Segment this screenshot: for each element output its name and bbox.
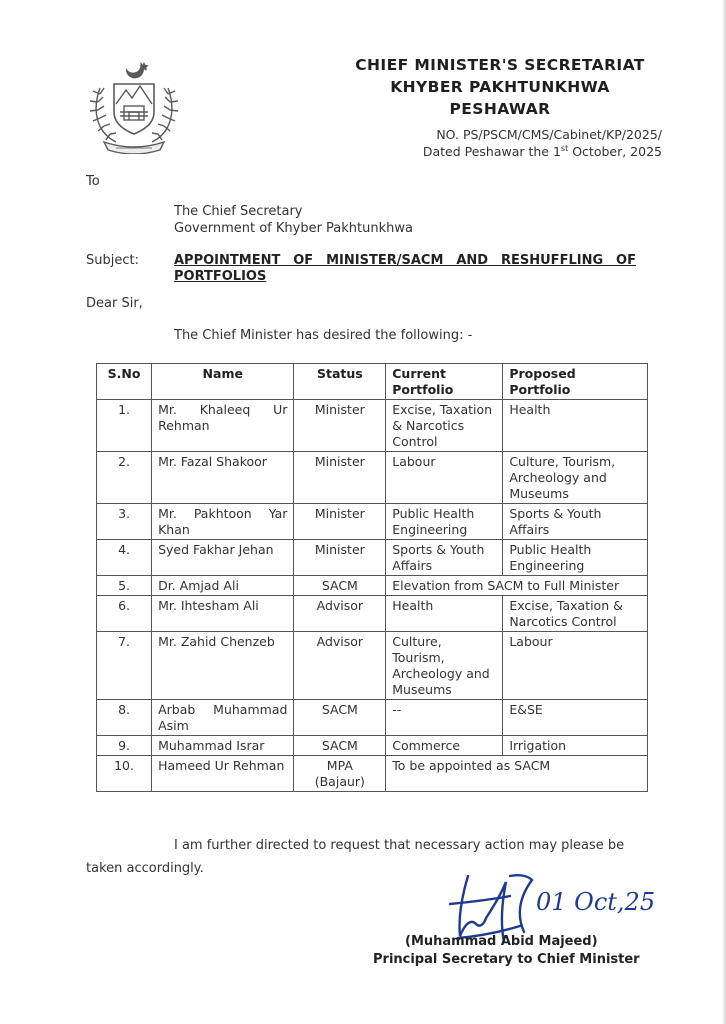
header-current-portfolio: Current Portfolio: [386, 364, 503, 400]
recipient-organization: Government of Khyber Pakhtunkhwa: [174, 221, 413, 236]
cell-name: Mr. Fazal Shakoor: [152, 452, 294, 504]
cell-name: Muhammad Israr: [152, 736, 294, 756]
cell-status: Advisor: [294, 632, 386, 700]
kp-government-seal-icon: [86, 54, 182, 154]
cell-name: Arbab Muhammad Asim: [152, 700, 294, 736]
table-row: [97, 452, 648, 504]
cell-status: Advisor: [294, 596, 386, 632]
cell-proposed-portfolio: Health: [503, 400, 648, 452]
table-row: [97, 756, 648, 792]
cell-proposed-portfolio: Public Health Engineering: [503, 540, 648, 576]
cell-sno: 10.: [97, 756, 152, 792]
table-row: [97, 540, 648, 576]
cell-current-portfolio: Health: [386, 596, 503, 632]
table-row: [97, 504, 648, 540]
cell-status: SACM: [294, 576, 386, 596]
table-row: [97, 596, 648, 632]
cell-status: Minister: [294, 400, 386, 452]
subject-heading: APPOINTMENT OF MINISTER/SACM AND RESHUFFLING OF PORTFOLIOS: [174, 253, 636, 284]
portfolio-allocation-table: [96, 363, 648, 792]
table-row: [97, 576, 648, 596]
cell-proposed-portfolio: E&SE: [503, 700, 648, 736]
cell-sno: 5.: [97, 576, 152, 596]
cell-sno: 6.: [97, 596, 152, 632]
table-row: [97, 700, 648, 736]
cell-current-portfolio: Excise, Taxation & Narcotics Control: [386, 400, 503, 452]
cell-current-portfolio: --: [386, 700, 503, 736]
cell-sno: 7.: [97, 632, 152, 700]
cell-status: Minister: [294, 504, 386, 540]
salutation: Dear Sir,: [86, 296, 143, 311]
header-name: Name: [152, 364, 294, 400]
cell-status: MPA (Bajaur): [294, 756, 386, 792]
cell-proposed-portfolio: Culture, Tourism, Archeology and Museums: [503, 452, 648, 504]
header-city: PESHAWAR: [449, 100, 551, 118]
cell-name: Mr. Zahid Chenzeb: [152, 632, 294, 700]
to-label: To: [86, 174, 100, 189]
cell-sno: 4.: [97, 540, 152, 576]
cell-current-portfolio: Commerce: [386, 736, 503, 756]
cell-current-portfolio: Sports & Youth Affairs: [386, 540, 503, 576]
cell-current-portfolio: Labour: [386, 452, 503, 504]
cell-sno: 9.: [97, 736, 152, 756]
closing-paragraph-line1: I am further directed to request that necessary action may please be: [174, 838, 625, 853]
cell-current-portfolio: Public Health Engineering: [386, 504, 503, 540]
cell-proposed-portfolio: Sports & Youth Affairs: [503, 504, 648, 540]
cell-sno: 1.: [97, 400, 152, 452]
header-proposed-portfolio: Proposed Portfolio: [503, 364, 648, 400]
signatory-name: (Muhammad Abid Majeed): [405, 934, 598, 949]
cell-status: SACM: [294, 736, 386, 756]
recipient-title: The Chief Secretary: [174, 204, 303, 219]
cell-name: Dr. Amjad Ali: [152, 576, 294, 596]
cell-merged-portfolio: To be appointed as SACM: [386, 756, 648, 792]
cell-name: Hameed Ur Rehman: [152, 756, 294, 792]
cell-proposed-portfolio: Irrigation: [503, 736, 648, 756]
page-edge-shadow: [722, 0, 726, 1024]
table-header-row: [97, 364, 648, 400]
handwritten-date: 01 Oct,25: [536, 888, 656, 916]
cell-status: Minister: [294, 540, 386, 576]
closing-paragraph-line2: taken accordingly.: [86, 861, 204, 876]
intro-paragraph: The Chief Minister has desired the following: -: [174, 328, 473, 343]
cell-current-portfolio: Culture, Tourism, Archeology and Museums: [386, 632, 503, 700]
cell-proposed-portfolio: Labour: [503, 632, 648, 700]
cell-sno: 3.: [97, 504, 152, 540]
cell-merged-portfolio: Elevation from SACM to Full Minister: [386, 576, 648, 596]
header-secretariat-title: CHIEF MINISTER'S SECRETARIAT: [355, 56, 645, 74]
cell-name: Mr. Ihtesham Ali: [152, 596, 294, 632]
cell-status: SACM: [294, 700, 386, 736]
table-row: [97, 736, 648, 756]
reference-number: NO. PS/PSCM/CMS/Cabinet/KP/2025/: [436, 127, 662, 142]
header-status: Status: [294, 364, 386, 400]
signatory-designation: Principal Secretary to Chief Minister: [373, 952, 640, 967]
subject-label: Subject:: [86, 253, 139, 268]
header-sno: S.No: [97, 364, 152, 400]
dated-line: Dated Peshawar the 1st October, 2025: [422, 144, 662, 160]
cell-proposed-portfolio: Excise, Taxation & Narcotics Control: [503, 596, 648, 632]
cell-name: Mr. Pakhtoon Yar Khan: [152, 504, 294, 540]
cell-status: Minister: [294, 452, 386, 504]
cell-sno: 2.: [97, 452, 152, 504]
cell-name: Syed Fakhar Jehan: [152, 540, 294, 576]
cell-sno: 8.: [97, 700, 152, 736]
table-row: [97, 400, 648, 452]
table-row: [97, 632, 648, 700]
header-province: KHYBER PAKHTUNKHWA: [390, 78, 610, 96]
cell-name: Mr. Khaleeq Ur Rehman: [152, 400, 294, 452]
